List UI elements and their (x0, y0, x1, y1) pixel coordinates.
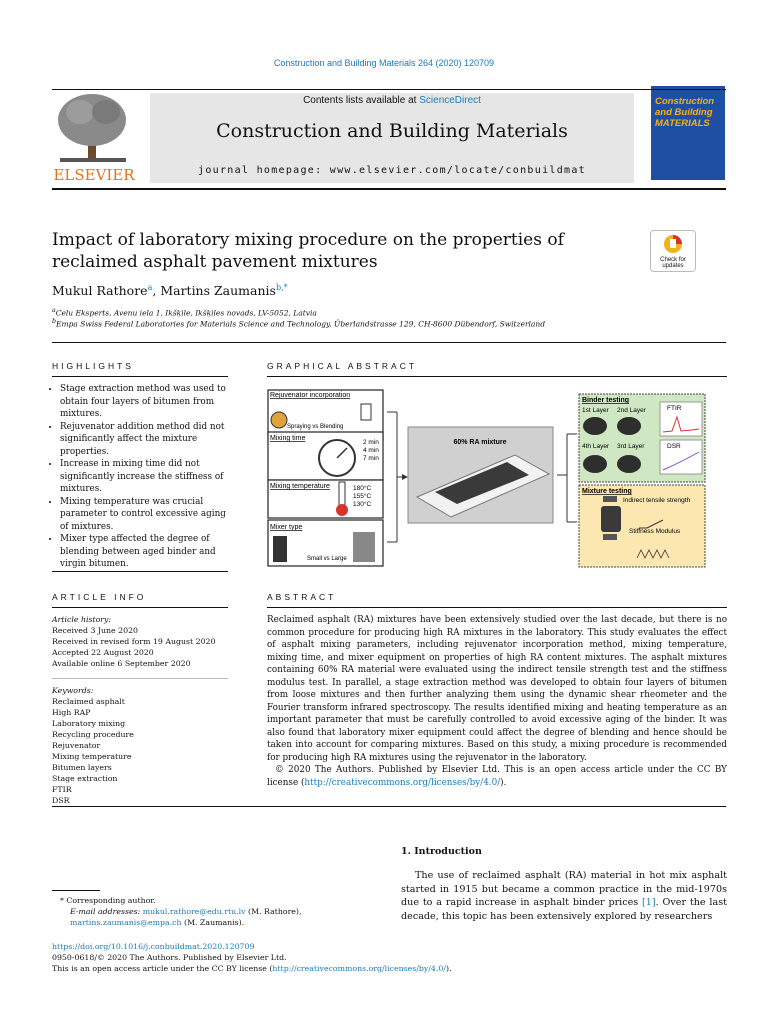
check-updates-line2: updates (662, 263, 684, 269)
ga-layer-label: 2nd Layer (617, 407, 646, 414)
keyword: Reclaimed asphalt (52, 697, 125, 706)
affiliation-text: Celu Eksperts, Avenu iela 1, Ikšķile, Ikšķiles novads, LV-5052, Latvia (55, 308, 317, 318)
highlight-item: • Rejuvenator addition method did not significantly affect the mixture properties. (60, 421, 228, 459)
ga-stiffness-label: Stiffness Modulus (629, 528, 681, 535)
keyword: Laboratory mixing (52, 719, 126, 728)
header-top-rule (52, 89, 726, 90)
ga-temp: 155°C (353, 493, 372, 500)
affiliation-marker: a (52, 307, 56, 314)
ga-its-label: Indirect tensile strength (623, 497, 691, 504)
journal-cover (651, 86, 725, 180)
sciencedirect-link[interactable]: ScienceDirect (419, 95, 481, 106)
author-name[interactable]: Martins Zaumanis (160, 283, 276, 299)
check-for-updates-badge[interactable] (650, 230, 696, 272)
abstract-rule (267, 607, 727, 608)
ga-layer-label: 1st Layer (582, 407, 609, 414)
highlight-item: • Mixing temperature was crucial parameter to control excessive aging of mixtures. (60, 496, 228, 534)
ga-rejuvenator-label: Rejuvenator incorporation (270, 392, 351, 399)
ga-time: 2 min (363, 439, 379, 446)
highlight-item: • Stage extraction method was used to obtain four layers of bitumen from mixtures. (60, 383, 228, 421)
introduction-body (401, 869, 727, 923)
ga-mixing-time-label: Mixing time (270, 435, 306, 442)
keywords-block (52, 685, 232, 806)
history-accepted: Accepted 22 August 2020 (52, 648, 154, 657)
keyword: DSR (52, 796, 70, 805)
highlights-bottom-rule (52, 571, 228, 572)
ga-binder-testing-label: Binder testing (582, 397, 630, 404)
cover-title: Construction and Building MATERIALS (655, 96, 715, 129)
license-end: ). (500, 777, 507, 788)
keyword: Mixing temperature (52, 752, 132, 761)
email-link[interactable]: mukul.rathore@edu.rtu.lv (142, 907, 246, 916)
page-footer (52, 941, 732, 974)
graphical-abstract-heading: GRAPHICAL ABSTRACT (267, 361, 418, 371)
affiliation-marker: b (52, 318, 57, 325)
citation-link[interactable]: [1] (642, 897, 656, 908)
doi-link[interactable]: https://doi.org/10.1016/j.conbuildmat.2020.120709 (52, 942, 255, 951)
keyword: Stage extraction (52, 774, 118, 783)
email-label: E-mail addresses: (70, 907, 143, 916)
abstract-license (267, 764, 727, 789)
affiliation-a (52, 307, 317, 318)
footer-license-link[interactable]: http://creativecommons.org/licenses/by/4.0/ (272, 964, 446, 973)
intro-text: . Over the last decade, this topic has been extensively explored by researchers (401, 897, 727, 922)
author-affiliation-marker[interactable]: a (147, 283, 153, 292)
corresponding-author-note: * Corresponding author. (60, 896, 156, 905)
check-updates-icon (662, 233, 684, 255)
keyword: Rejuvenator (52, 741, 101, 750)
keyword: Recycling procedure (52, 730, 134, 739)
license-link[interactable]: http://creativecommons.org/licenses/by/4.0/ (304, 777, 501, 788)
ga-ftir-label: FTIR (667, 405, 682, 412)
author-affiliation-marker[interactable]: b,* (275, 283, 288, 292)
intro-text: The use of reclaimed asphalt (RA) material in hot mix asphalt started in 1915 but became a common practice in the mid-1970s due to a rapid increase in asphalt binder prices (401, 870, 727, 908)
ga-layer-label: 4th Layer (582, 443, 610, 450)
history-revised: Received in revised form 19 August 2020 (52, 637, 216, 646)
contents-prefix: Contents lists available at (303, 95, 420, 106)
author-name[interactable]: Mukul Rathore (52, 283, 148, 299)
large-mixer-icon (353, 532, 375, 562)
article-info-rule (52, 607, 228, 608)
graphical-abstract-figure (267, 382, 727, 570)
ga-ra-mixture-label: 60% RA mixture (453, 439, 507, 446)
journal-name: Construction and Building Materials (216, 120, 568, 142)
email-owner: (M. Zaumanis). (181, 918, 245, 927)
ga-temp: 180°C (353, 485, 372, 492)
check-updates-line1: Check for (660, 257, 686, 263)
sprayer-icon (361, 404, 371, 420)
ga-mixer-type-label: Mixer type (270, 524, 303, 531)
ga-spraying-label: Spraying vs Blending (287, 424, 344, 430)
ga-mixing-temp-label: Mixing temperature (270, 483, 330, 490)
footer-license-end: ). (445, 964, 452, 973)
history-label: Article history: (52, 615, 112, 624)
article-history (52, 614, 232, 669)
keywords-label: Keywords: (52, 686, 94, 695)
keyword: Bitumen layers (52, 763, 112, 772)
highlights-list (52, 383, 228, 571)
affiliation-b (52, 318, 545, 329)
keyword: High RAP (52, 708, 91, 717)
graphical-abstract-rule (267, 376, 727, 377)
elsevier-logo (50, 90, 138, 185)
affiliation-text: Empa Swiss Federal Laboratories for Materials Science and Technology, Überlandstrasse 129, CH-8600 Dübendorf, Switzerland (56, 319, 546, 329)
thermometer-icon (339, 482, 345, 506)
ga-time: 4 min (363, 447, 379, 454)
highlight-item: • Increase in mixing time did not significantly increase the stiffness of mixtures. (60, 458, 228, 496)
highlights-heading: HIGHLIGHTS (52, 361, 134, 371)
history-received: Received 3 June 2020 (52, 626, 138, 635)
article-title: Impact of laboratory mixing procedure on the properties of reclaimed asphalt pavement mixtures (52, 230, 564, 272)
history-online: Available online 6 September 2020 (52, 659, 191, 668)
keyword: FTIR (52, 785, 72, 794)
flask-icon (271, 412, 287, 428)
header-bottom-rule (52, 188, 726, 190)
highlights-rule (52, 376, 228, 377)
ga-temp: 130°C (353, 501, 372, 508)
publisher-logo-text: ELSEVIER (53, 166, 135, 184)
ga-dsr-label: DSR (667, 443, 681, 450)
article-info-heading: ARTICLE INFO (52, 592, 147, 602)
footnote (52, 895, 362, 928)
journal-reference[interactable]: Construction and Building Materials 264 (2020) 120709 (273, 58, 495, 68)
front-matter-rule (52, 342, 726, 343)
abstract-bottom-rule (52, 806, 726, 807)
mixer-icon (273, 536, 287, 562)
abstract-body (267, 614, 727, 789)
email-owner: (M. Rathore), (245, 907, 302, 916)
author-separator: , (152, 283, 161, 299)
footnote-rule (52, 890, 100, 891)
email-link[interactable]: martins.zaumanis@empa.ch (70, 918, 182, 927)
author-list (52, 283, 288, 298)
issn-line: 0950-0618/© 2020 The Authors. Published by Elsevier Ltd. (52, 953, 287, 962)
ga-small-large-label: Small vs Large (307, 556, 347, 562)
contents-line (150, 95, 634, 106)
journal-homepage[interactable]: journal homepage: www.elsevier.com/locate/conbuildmat (198, 165, 586, 176)
footer-license-text: This is an open access article under the CC BY license ( (52, 964, 273, 973)
highlight-item: • Mixer type affected the degree of blending between aged binder and virgin bitumen. (60, 533, 228, 571)
abstract-text: Reclaimed asphalt (RA) mixtures have been extensively studied over the last decade, but there is no common procedure for producing high RA mixtures in the laboratory. This study evaluates the effect of asphalt mixing parameters, including rejuvenator incorporation method, mixing temperature, mixing time, and mixer equipment on properties of high RA content mixtures. The asphalt mixtures containing 60% RA material were evaluated using the indirect tensile strength test and the stiffness modulus test. In parallel, a stage extraction method was developed to obtain four layers of bitumen from loose mixtures and then further analyzing them using the dynamic shear rheometer and the Fourier transform infrared spectroscopy. The results identified mixing and heating temperature as an important parameter that must be carefully controlled to avoid excessive aging of the binder. It was also found that laboratory mixer equipment could affect the degree of blending and hence should be taken into account for comparing mixtures. Based on this study, a mixing procedure is recommended for producing high RA mixtures using the rejuvenator in the laboratory. (267, 615, 727, 763)
license-text: © 2020 The Authors. Published by Elsevier Ltd. This is an open access article under the CC BY license ( (267, 765, 727, 788)
keywords-rule (52, 678, 228, 679)
abstract-heading: ABSTRACT (267, 592, 337, 602)
ga-time: 7 min (363, 455, 379, 462)
ga-layer-label: 3rd Layer (617, 443, 645, 450)
introduction-heading: 1. Introduction (401, 846, 482, 857)
ga-mixture-testing-label: Mixture testing (582, 488, 632, 495)
